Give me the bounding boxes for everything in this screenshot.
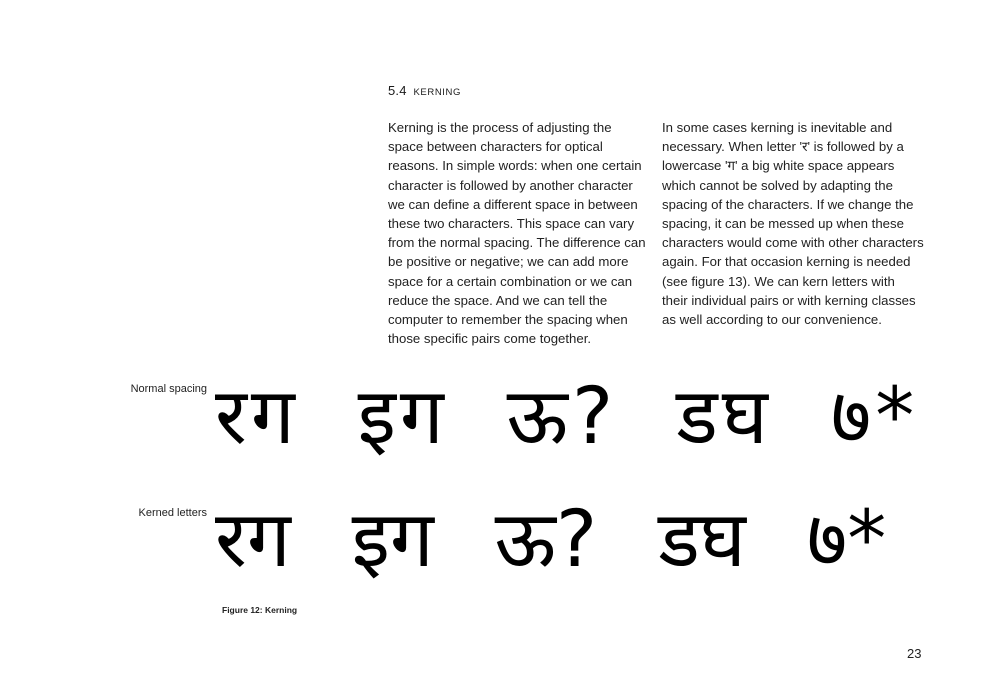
normal-spacing-label: Normal spacing bbox=[130, 383, 207, 395]
section-heading bbox=[388, 83, 461, 98]
normal-spacing-row bbox=[215, 372, 948, 462]
body-column-left: Kerning is the process of adjusting the space between characters for optical reasons. In simple words: when one certain character is followed by another character we can define a different space in between these two characters. This space can vary from the normal spacing. The difference can be positive or negative; we can add more space for a certain combination or we can reduce the space. And we can tell the computer to remember the spacing when those specific pairs come together. bbox=[388, 120, 646, 347]
figure-caption: Figure 12: Kerning bbox=[222, 605, 298, 615]
page-number: 23 bbox=[907, 646, 922, 661]
glyph-pair: इग bbox=[357, 372, 448, 462]
glyph-pair: इग bbox=[351, 495, 434, 585]
section-title: KERNING bbox=[413, 87, 461, 98]
glyph-pair: रग bbox=[215, 372, 299, 462]
glyph-pair: ऊ? bbox=[506, 372, 618, 462]
kerned-letters-row bbox=[215, 495, 922, 585]
kerned-letters-label: Kerned letters bbox=[138, 507, 207, 519]
body-column-right: In some cases kerning is inevitable and necessary. When letter 'र' is followed by a lowercase 'ग' a big white space appears which cannot be solved by adapting the spacing of the characters. If we change the spacing, it can be messed up when these characters would come with other characters again. For that occasion kerning is needed (see figure 13). We can kern letters with their individual pairs or with kerning classes as well according to our convenience. bbox=[662, 120, 924, 328]
glyph-pair: डघ bbox=[676, 372, 772, 462]
glyph-pair: ७* bbox=[806, 495, 887, 585]
glyph-pair: डघ bbox=[658, 495, 746, 585]
glyph-pair: ७* bbox=[830, 372, 919, 462]
section-number: 5.4 bbox=[388, 83, 407, 98]
glyph-pair: रग bbox=[215, 495, 291, 585]
glyph-pair: ऊ? bbox=[494, 495, 598, 585]
